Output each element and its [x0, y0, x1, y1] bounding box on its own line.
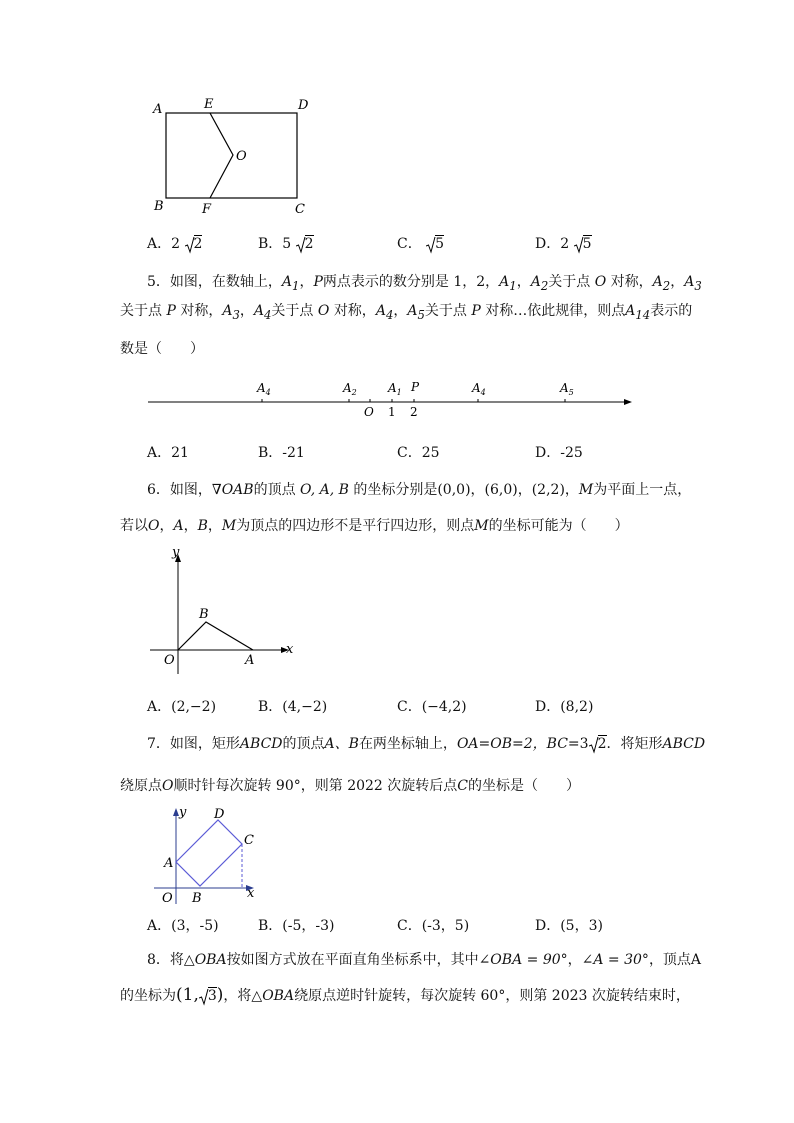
q4-option-d[interactable]: D．2 5: [535, 236, 592, 252]
q7-label-c: C: [244, 833, 254, 848]
numberline-label-a4-left: $A_4$: [257, 381, 271, 397]
q6-label-o: O: [164, 653, 175, 668]
numberline-label-p: P: [411, 380, 420, 394]
q8-line-2: 的坐标为(1, 3)，将△OBA绕原点逆时针旋转，每次旋转 60°，则第 2023 次旋转结束时，: [120, 985, 690, 1005]
sqrt-symbol: 3: [199, 988, 217, 1004]
q6-option-d[interactable]: D．(8,2): [535, 699, 594, 715]
numberline-label-a4-right: $A_4$: [472, 381, 486, 397]
q5-options: [0, 442, 794, 462]
q6-axis-y-label: y: [172, 545, 180, 560]
q7-label-a: A: [164, 856, 174, 871]
numberline-label-a5: $A_5$: [560, 381, 574, 397]
q4-rectangle-figure: [140, 92, 320, 220]
q4-label-o: O: [236, 149, 247, 164]
q7-option-b[interactable]: B．(-5，-3): [258, 918, 335, 934]
numberline-label-a2: $A_2$: [343, 381, 357, 397]
q8-line-1: 8．将△OBA按如图方式放在平面直角坐标系中，其中∠OBA = 90°，∠A = 30°，顶点A: [147, 952, 702, 968]
q6-line-2: 若以O，A，B，M为顶点的四边形不是平行四边形，则点M的坐标可能为（ ）: [120, 518, 629, 534]
q7-rotated-rectangle-figure: [150, 800, 270, 908]
q4-label-f: F: [202, 202, 212, 217]
q5-option-b[interactable]: B．-21: [258, 445, 305, 461]
q7-option-d[interactable]: D．(5，3): [535, 918, 603, 934]
q4-option-a[interactable]: A．2 2: [147, 236, 203, 252]
q6-option-c[interactable]: C．(−4,2): [397, 699, 467, 715]
q4-label-d: D: [298, 98, 309, 113]
q4-label-b: B: [154, 199, 164, 214]
numberline-label-a1: $A_1$: [388, 381, 402, 397]
numberline-origin-label: O: [364, 405, 374, 419]
q4-label-c: C: [295, 202, 305, 217]
q5-line-3: 数是（ ）: [120, 341, 204, 357]
sqrt-symbol: 2: [296, 236, 314, 252]
q5-option-a[interactable]: A．21: [147, 445, 189, 461]
q7-label-b: B: [192, 891, 202, 906]
q5-option-c[interactable]: C．25: [397, 445, 440, 461]
sqrt-symbol: 5: [574, 236, 592, 252]
q7-line-1: 7．如图，矩形ABCD的顶点A、B在两坐标轴上，OA=OB=2，BC=3 2．将矩形ABCD: [147, 736, 706, 752]
q7-axis-x-label: x: [247, 886, 255, 901]
sqrt-symbol: 2: [185, 236, 203, 252]
q6-line-1: 6．如图，∇OAB的顶点 O, A, B 的坐标分别是(0,0)，(6,0)，(2,2)，M为平面上一点，: [147, 482, 692, 498]
q6-label-b: B: [199, 607, 209, 622]
sqrt-symbol: 2: [589, 736, 607, 752]
q4-option-c[interactable]: C． 5: [397, 236, 445, 252]
q4-options: [0, 233, 794, 253]
q5-line-1: 5．如图，在数轴上，$A_1$，P两点表示的数分别是 1，2，$A_1$，$A_2$关于点 O 对称，$A_2$，$A_3$: [147, 274, 702, 293]
sqrt-symbol: 5: [426, 236, 444, 252]
numberline-tick-1: 1: [388, 405, 396, 419]
q6-label-a: A: [245, 653, 255, 668]
numberline-tick-2: 2: [410, 405, 418, 419]
q7-line-2: 绕原点O顺时针每次旋转 90°，则第 2022 次旋转后点C的坐标是（ ）: [120, 778, 580, 794]
q7-axis-y-label: y: [179, 805, 187, 820]
q5-number-line: [140, 372, 640, 420]
q7-label-d: D: [214, 807, 225, 822]
q6-option-a[interactable]: A．(2,−2): [147, 699, 217, 715]
q5-line-2: 关于点 P 对称，$A_3$，$A_4$关于点 O 对称，$A_4$，$A_5$关于点 P 对称…依此规律，则点$A_{14}$表示的: [120, 303, 693, 322]
q6-coordinate-figure: [140, 540, 310, 680]
q6-option-b[interactable]: B．(4,−2): [258, 699, 328, 715]
q6-axis-x-label: x: [286, 642, 294, 657]
q7-label-o: O: [162, 891, 173, 906]
q6-options: [0, 696, 794, 716]
q4-label-e: E: [204, 97, 214, 112]
q7-option-a[interactable]: A．(3，-5): [147, 918, 219, 934]
q4-label-a: A: [153, 102, 163, 117]
q7-option-c[interactable]: C．(-3，5): [397, 918, 470, 934]
q4-option-b[interactable]: B．5 2: [258, 236, 314, 252]
q5-option-d[interactable]: D．-25: [535, 445, 583, 461]
q7-options: [0, 915, 794, 935]
